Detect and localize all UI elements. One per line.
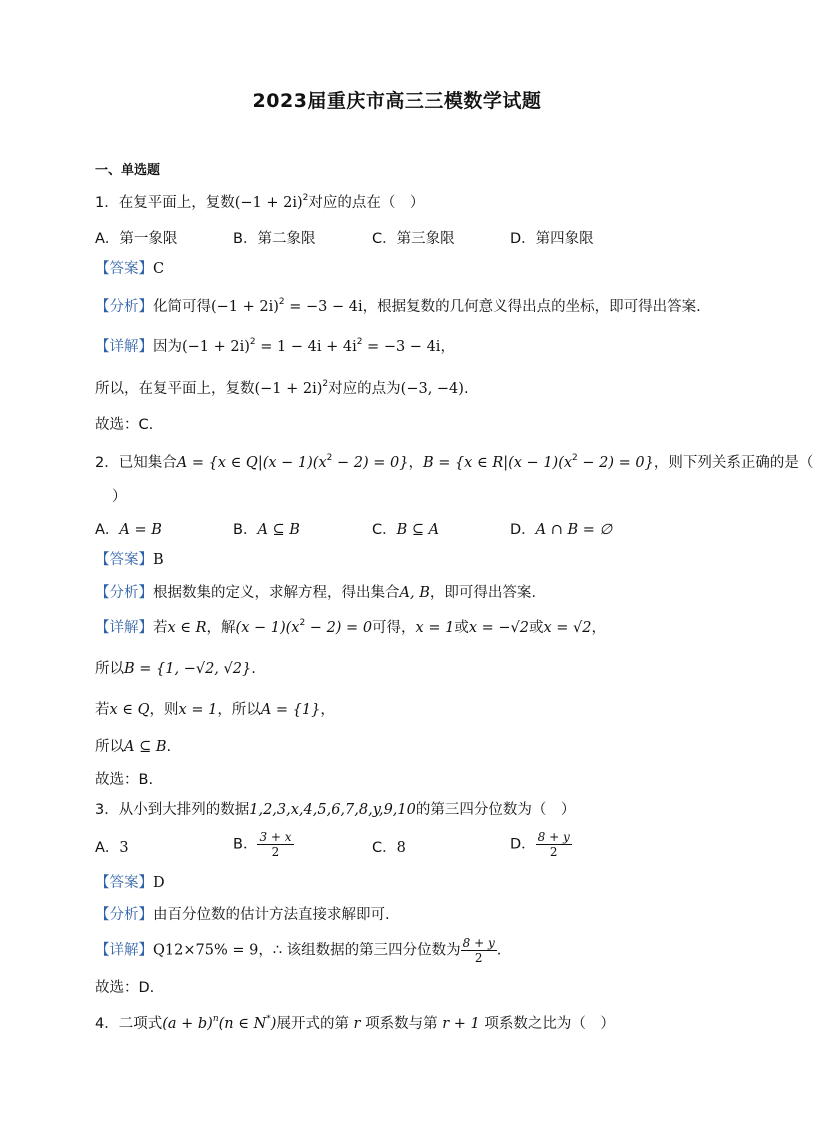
question-2-choose: 故选：B. <box>95 772 154 788</box>
question-2-detail-line-3: 若x ∈ Q，则x = 1，所以A = {1}， <box>95 702 335 718</box>
question-2-detail-line-2: 所以B = {1, −√2, √2}. <box>95 661 256 677</box>
question-3-choose: 故选：D. <box>95 980 155 996</box>
page-title: 2023届重庆市高三三模数学试题 <box>252 90 542 112</box>
question-1-stem: 1．在复平面上，复数$(-1 + 2i)^2$对应的点在（ ） <box>95 193 425 211</box>
question-1-detail-line-2: 所以，在复平面上，复数$(-1 + 2i)^2$对应的点为(−3, −4). <box>95 379 469 397</box>
question-3-option-c: C．8 <box>372 840 406 856</box>
question-1-option-d: D．第四象限 <box>510 231 594 247</box>
question-2-answer: 【答案】B <box>95 552 164 568</box>
question-1-answer: 【答案】C <box>95 261 165 277</box>
fraction: $\frac{3 + x}{2}$ <box>259 830 292 859</box>
question-2-option-b: B．A ⊆ B <box>233 522 300 538</box>
fraction: $\frac{8 + y}{2}$ <box>462 936 495 965</box>
question-1-choose: 故选：C. <box>95 417 154 433</box>
question-2-detail-line-4: 所以A ⊆ B. <box>95 739 172 755</box>
question-3-stem: 3．从小到大排列的数据1,2,3,x,4,5,6,7,8,y,9,10的第三四分位数为（ ） <box>95 802 576 818</box>
question-2-analysis: 【分析】根据数集的定义，求解方程，得出集合A, B，即可得出答案. <box>95 585 536 601</box>
question-2-option-d: D．A ∩ B = ∅ <box>510 522 613 538</box>
question-1-analysis: 【分析】化简可得$(-1 + 2i)^2 = -3 - 4i$，根据复数的几何意义得出点的坐标，即可得出答案. <box>95 297 701 315</box>
question-3-option-b: B． $\frac{3 + x}{2}$ <box>233 830 292 859</box>
question-4-stem: 4．二项式$(a + b)^n(n$ ∈ N*)展开式的第 r 项系数与第 r + 1 项系数之比为（ ） <box>95 1014 615 1032</box>
question-2-detail: 【详解】若x ∈ R，解$(x - 1)(x^2 - 2) = 0$可得，x = 1或x = −√2或x = √2， <box>95 618 607 636</box>
question-1-option-b: B．第二象限 <box>233 231 316 247</box>
question-2-option-a: A．A = B <box>95 522 162 538</box>
question-1-option-a: A．第一象限 <box>95 231 178 247</box>
question-3-option-d: D． $\frac{8 + y}{2}$ <box>510 830 570 859</box>
question-1-option-c: C．第三象限 <box>372 231 455 247</box>
question-2-option-c: C．B ⊆ A <box>372 522 440 538</box>
fraction: $\frac{8 + y}{2}$ <box>537 830 570 859</box>
question-3-answer: 【答案】D <box>95 875 165 891</box>
question-2-stem-close: ） <box>112 489 127 505</box>
question-2-stem: 2．已知集合A = {x ∈ $Q|(x - 1)(x^2 - 2) = 0$}，B = {x ∈ $R|(x - 1)(x^2 - 2) = 0$}，则下列关系正确的是（ <box>95 453 813 471</box>
question-1-detail: 【详解】因为$(-1 + 2i)^2 = 1 - 4i + 4i^2 = -3 - 4i$， <box>95 337 455 355</box>
question-3-detail: 【详解】Q12×75% = 9，∴ 该组数据的第三四分位数为 $\frac{8 + y}{2}$ . <box>95 936 502 965</box>
question-3-analysis: 【分析】由百分位数的估计方法直接求解即可. <box>95 907 390 923</box>
question-3-option-a: A．3 <box>95 840 129 856</box>
section-heading: 一、单选题 <box>95 163 161 178</box>
